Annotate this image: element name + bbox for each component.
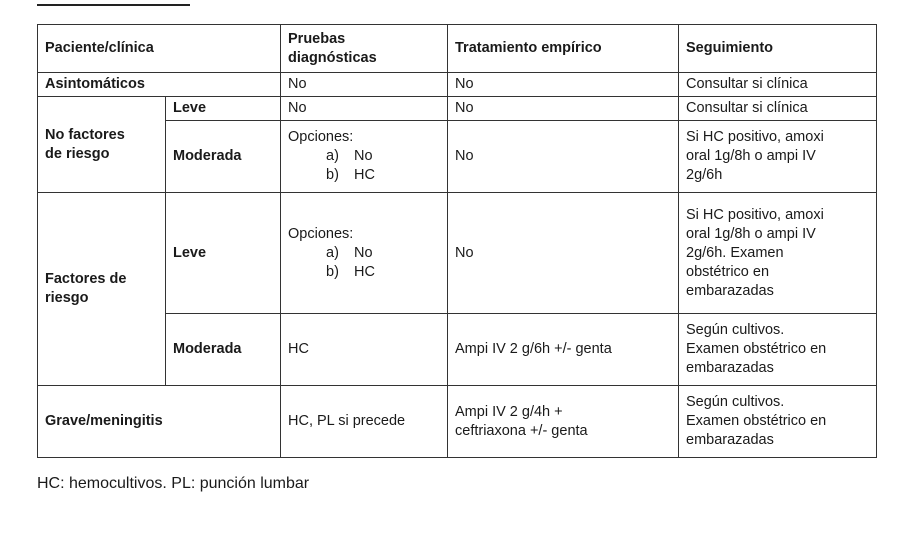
grave-pruebas: HC, PL si precede (281, 386, 448, 458)
seguimiento-line: Según cultivos. (686, 322, 785, 338)
row-asintomaticos (38, 73, 877, 97)
option-a (288, 147, 440, 166)
option-a-letter: a) (326, 148, 339, 164)
no-factores-leve-seguimiento: Consultar si clínica (679, 97, 877, 121)
no-factores-moderada-label: Moderada (166, 121, 281, 193)
factores-moderada-tratamiento: Ampi IV 2 g/6h +/- genta (448, 314, 679, 386)
no-factores-leve-tratamiento: No (448, 97, 679, 121)
no-factores-label-line1: No factores (45, 126, 125, 143)
grave-label: Grave/meningitis (38, 386, 281, 458)
seguimiento-line: 2g/6h (686, 167, 723, 183)
factores-leve-pruebas (281, 193, 448, 314)
no-factores-moderada-seguimiento (679, 121, 877, 193)
footnote: HC: hemocultivos. PL: punción lumbar (37, 475, 310, 492)
seguimiento-line: Si HC positivo, amoxi (686, 206, 824, 223)
header-row (38, 25, 877, 73)
no-factores-moderada-tratamiento: No (448, 121, 679, 193)
factores-leve-label: Leve (166, 193, 281, 314)
grave-seguimiento (679, 386, 877, 458)
option-a (288, 244, 440, 263)
option-b-text: HC (354, 263, 375, 280)
option-a-text: No (354, 244, 373, 261)
seguimiento-line: obstétrico en (686, 263, 770, 280)
row-grave (38, 386, 877, 458)
grave-tratamiento (448, 386, 679, 458)
seguimiento-line: embarazadas (686, 282, 774, 299)
option-b (288, 166, 440, 185)
no-factores-label (38, 97, 166, 193)
option-b-letter: b) (326, 263, 339, 280)
asintomaticos-label: Asintomáticos (38, 73, 281, 97)
no-factores-label-line2: de riesgo (45, 145, 110, 162)
option-b-letter: b) (326, 167, 339, 183)
no-factores-leve-pruebas: No (281, 97, 448, 121)
option-b (288, 263, 440, 282)
option-b-text: HC (354, 167, 375, 183)
option-a-letter: a) (326, 244, 339, 261)
seguimiento-line: 2g/6h. Examen (686, 244, 784, 261)
seguimiento-line: oral 1g/8h o ampi IV (686, 225, 816, 242)
factores-moderada-seguimiento (679, 314, 877, 386)
factores-label-line2: riesgo (45, 290, 89, 306)
header-pruebas-line1: Pruebas (288, 30, 346, 47)
treatment-table (37, 24, 877, 458)
options-title: Opciones: (288, 225, 354, 242)
header-paciente: Paciente/clínica (38, 25, 281, 73)
row-factores-leve (38, 193, 877, 314)
factores-leve-seguimiento (679, 193, 877, 314)
seguimiento-line: oral 1g/8h o ampi IV (686, 148, 816, 164)
option-a-text: No (354, 148, 373, 164)
factores-moderada-label: Moderada (166, 314, 281, 386)
factores-moderada-pruebas: HC (281, 314, 448, 386)
asintomaticos-seguimiento: Consultar si clínica (679, 73, 877, 97)
seguimiento-line: Examen obstétrico en (686, 413, 827, 429)
no-factores-leve-label: Leve (166, 97, 281, 121)
tratamiento-line: ceftriaxona +/- genta (455, 422, 588, 439)
header-tratamiento: Tratamiento empírico (448, 25, 679, 73)
options-title: Opciones: (288, 129, 354, 145)
asintomaticos-pruebas: No (281, 73, 448, 97)
tratamiento-line: Ampi IV 2 g/4h + (455, 403, 563, 420)
seguimiento-line: Según cultivos. (686, 394, 785, 410)
top-rule (37, 4, 190, 6)
factores-label (38, 193, 166, 386)
header-seguimiento: Seguimiento (679, 25, 877, 73)
seguimiento-line: embarazadas (686, 360, 774, 376)
asintomaticos-tratamiento: No (448, 73, 679, 97)
factores-leve-tratamiento: No (448, 193, 679, 314)
row-no-factores-leve (38, 97, 877, 121)
header-pruebas-line2: diagnósticas (288, 49, 377, 66)
seguimiento-line: embarazadas (686, 432, 774, 448)
seguimiento-line: Examen obstétrico en (686, 341, 827, 357)
no-factores-moderada-pruebas (281, 121, 448, 193)
factores-label-line1: Factores de (45, 271, 127, 287)
header-pruebas (281, 25, 448, 73)
seguimiento-line: Si HC positivo, amoxi (686, 129, 824, 145)
